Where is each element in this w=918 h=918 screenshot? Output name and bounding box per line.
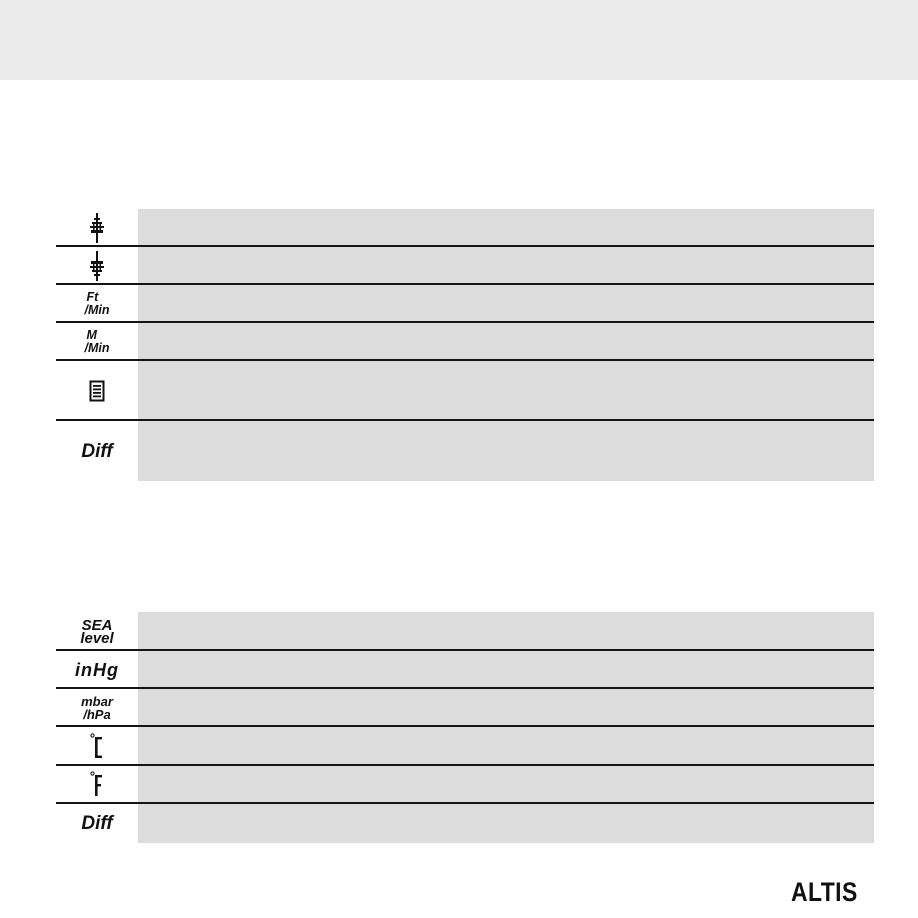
table-row — [56, 766, 874, 804]
brand-logo: ALTIS — [791, 877, 858, 907]
row-content — [138, 361, 874, 421]
table-row — [56, 285, 874, 323]
table-row — [56, 727, 874, 766]
row-content — [138, 285, 874, 323]
sea-level-label — [56, 612, 138, 651]
m-label: M — [86, 328, 97, 342]
table-row — [56, 421, 874, 481]
ft-per-min-label — [56, 285, 138, 323]
table-row — [56, 361, 874, 421]
row-content — [138, 247, 874, 285]
logbook-icon — [56, 361, 138, 421]
per-min-label: /Min — [84, 341, 110, 355]
table-row — [56, 612, 874, 651]
row-content — [138, 727, 874, 766]
diff-label: Diff — [81, 440, 113, 462]
symbol-table-altimeter — [56, 209, 874, 481]
celsius-icon — [56, 727, 138, 766]
row-content — [138, 804, 874, 843]
row-content — [138, 651, 874, 689]
m-per-min-label — [56, 323, 138, 361]
row-content — [138, 323, 874, 361]
symbol-table-barometer — [56, 612, 874, 843]
table-row — [56, 247, 874, 285]
mbar-label: mbar — [81, 694, 113, 709]
hpa-label: /hPa — [83, 707, 111, 722]
fahrenheit-icon — [56, 766, 138, 804]
row-content — [138, 209, 874, 247]
row-content — [138, 612, 874, 651]
inhg-label: inHg — [75, 660, 119, 680]
table-row — [56, 209, 874, 247]
table-row — [56, 804, 874, 843]
ft-label: Ft — [86, 290, 99, 304]
diff-label: Diff — [81, 813, 113, 834]
row-content — [138, 689, 874, 727]
per-min-label: /Min — [84, 303, 110, 317]
ascent-arrow-icon — [56, 209, 138, 247]
sea-label: SEA — [81, 616, 113, 634]
table-row — [56, 689, 874, 727]
mbar-hpa-label — [56, 689, 138, 727]
table-row — [56, 651, 874, 689]
row-content — [138, 421, 874, 481]
row-content — [138, 766, 874, 804]
level-label: level — [80, 629, 114, 647]
table-row — [56, 323, 874, 361]
page-header-band — [0, 0, 918, 80]
descent-arrow-icon — [56, 247, 138, 285]
